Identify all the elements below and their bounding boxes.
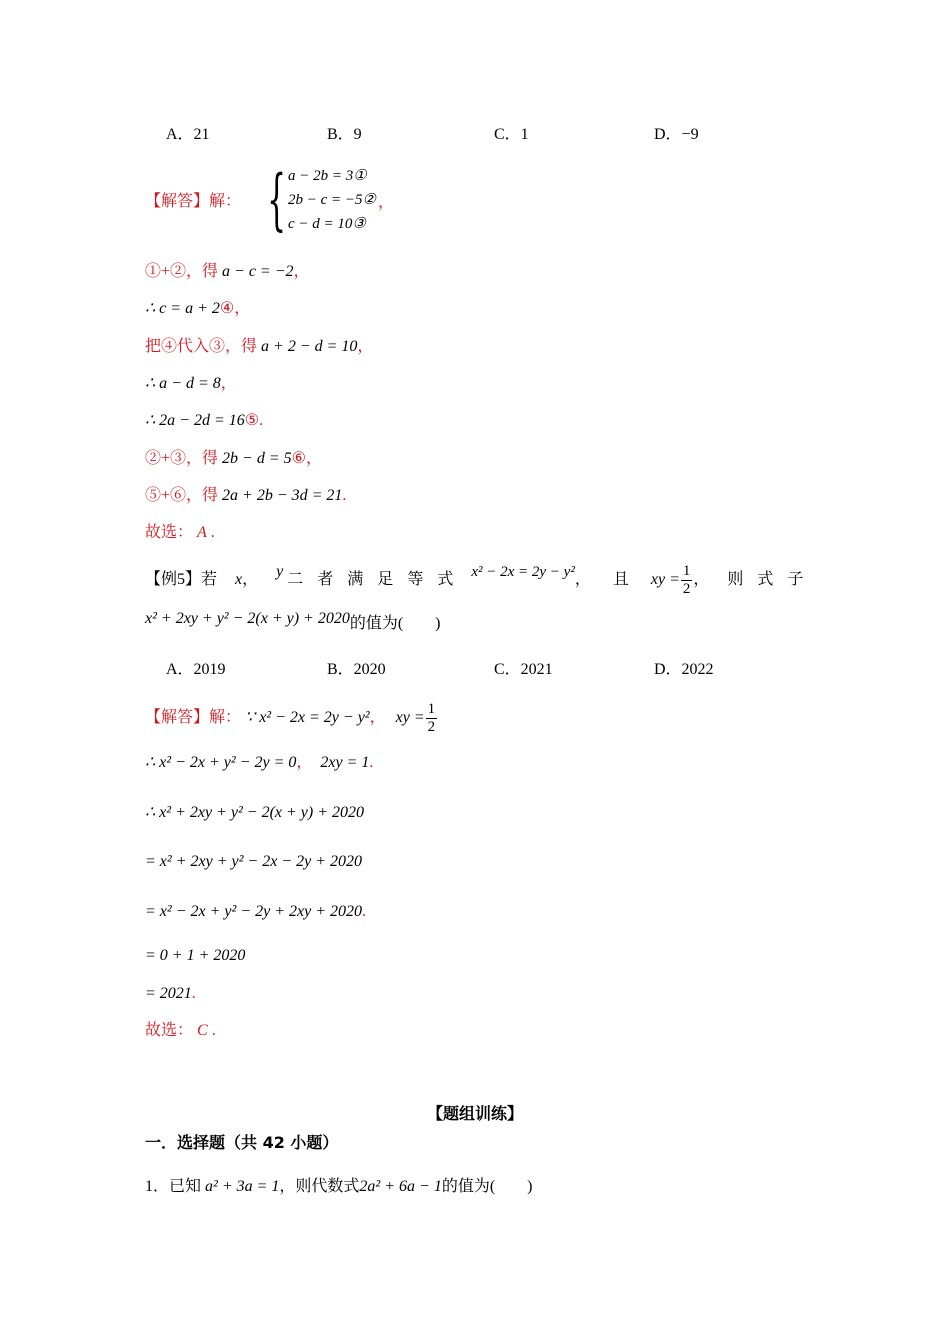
- step-text: ①+②，得: [145, 263, 219, 280]
- sol5-line-2: [145, 753, 373, 773]
- sol5-line-4: = x² + 2xy + y² − 2x − 2y + 2020: [145, 853, 362, 870]
- word: 则: [727, 571, 744, 589]
- step-math: ∴ c = a + 2: [145, 300, 220, 317]
- sol5-line-6: = 0 + 1 + 2020: [145, 947, 246, 964]
- step-punct: ，: [220, 375, 237, 392]
- fraction-numerator: 1: [682, 563, 691, 579]
- given-equation: x² − 2x = 2y − y²: [471, 564, 575, 581]
- answer-value: C: [197, 1022, 208, 1039]
- step-punct: .: [361, 903, 366, 920]
- xy-label: xy =: [395, 709, 425, 727]
- word: 子: [787, 571, 804, 589]
- var-x: x: [235, 571, 243, 589]
- spaced-words: [287, 571, 471, 588]
- word: 等: [407, 571, 424, 589]
- example-5-line-1: [145, 563, 817, 598]
- step-text: ⑤+⑥，得: [145, 487, 219, 504]
- word-qie: 且: [612, 571, 629, 589]
- given-equation: a² + 3a = 1: [205, 1178, 280, 1195]
- q4-option-b: B．9: [327, 126, 362, 143]
- q4-option-c: C．1: [494, 126, 529, 143]
- q5-option-d: D．2022: [654, 661, 714, 678]
- sol4-step-4: [145, 374, 237, 394]
- target-expression: x² + 2xy + y² − 2(x + y) + 2020: [145, 610, 350, 627]
- brace-glyph: {: [267, 161, 286, 238]
- answer-punct: .: [210, 524, 215, 541]
- sol4-step-5: [145, 411, 263, 431]
- fraction-half: [681, 563, 693, 598]
- sol4-step-3: [145, 337, 373, 357]
- system-comma: ，: [377, 193, 394, 211]
- step-math: = x² − 2x + y² − 2y + 2xy + 2020: [145, 903, 362, 920]
- example-5-line-2: [145, 610, 441, 634]
- sol5-line-5: [145, 902, 366, 922]
- step-punct: ，: [296, 754, 313, 771]
- target-expression: 2a² + 6a − 1: [359, 1178, 442, 1195]
- step-math: ∴ a − d = 8: [145, 375, 221, 392]
- comma: ，: [574, 571, 591, 589]
- step-math: a + 2 − d = 10: [261, 338, 358, 355]
- answer-punct: .: [211, 1022, 216, 1039]
- q5-option-a: A．2019: [166, 661, 226, 678]
- fraction-denominator: 2: [682, 581, 691, 597]
- question-prefix: 1．已知: [145, 1178, 202, 1195]
- step-punct: ⑥，: [291, 450, 322, 467]
- q5-option-b: B．2020: [327, 661, 386, 678]
- word: 满: [347, 571, 364, 589]
- equation-system: [244, 161, 394, 238]
- sol4-step-6: [145, 449, 322, 469]
- step-text: ②+③，得: [145, 450, 219, 467]
- question-tail: 的值为( ): [349, 615, 441, 632]
- step-punct: ，: [357, 338, 374, 355]
- step-math: ∴ 2a − 2d = 16: [145, 412, 245, 429]
- q4-option-d: D．−9: [654, 126, 699, 143]
- system-eq-3: c − d = 10③: [288, 216, 366, 232]
- fraction-numerator: 1: [427, 701, 436, 717]
- step-math: a − c = −2: [222, 263, 294, 280]
- step-math: 2xy = 1: [320, 754, 370, 771]
- example-label: 【例5】若: [145, 571, 218, 589]
- word: 者: [317, 571, 334, 589]
- step-math: ∵ x² − 2x = 2y − y²: [245, 709, 370, 727]
- sol5-answer: [145, 1021, 216, 1041]
- step-text: 把④代入③，得: [145, 338, 258, 355]
- section-title: 【题组训练】: [426, 1104, 523, 1123]
- solution-label: 【解答】解：: [145, 709, 242, 727]
- fraction-half: [426, 701, 438, 736]
- step-punct: .: [369, 754, 374, 771]
- sol5-line-1: [145, 701, 438, 736]
- sol4-answer: [145, 523, 215, 543]
- question-1: [145, 1177, 532, 1197]
- sol4-step-1: [145, 262, 310, 282]
- step-math: = 2021: [145, 985, 192, 1002]
- system-eq-1: a − 2b = 3①: [288, 168, 367, 184]
- sol5-line-7: [145, 984, 196, 1004]
- step-punct: ⑤.: [244, 412, 264, 429]
- question-mid: ，则代数式: [279, 1178, 360, 1195]
- comma: ，: [242, 571, 259, 589]
- q5-option-c: C．2021: [494, 661, 553, 678]
- answer-label: 故选：: [145, 1022, 194, 1039]
- question-tail: 的值为( ): [441, 1178, 533, 1195]
- step-punct: ，: [369, 709, 386, 727]
- xy-label: xy =: [650, 571, 680, 589]
- q4-option-a: A．21: [166, 126, 210, 143]
- spaced-words-2: [727, 571, 817, 588]
- step-punct: ④，: [219, 300, 251, 317]
- comma: ，: [693, 571, 710, 589]
- answer-value: A: [197, 524, 207, 541]
- step-punct: .: [342, 487, 347, 504]
- system-eq-2: 2b − c = −5②: [288, 192, 376, 208]
- sol5-line-3: ∴ x² + 2xy + y² − 2(x + y) + 2020: [145, 804, 365, 821]
- word: 式: [437, 571, 454, 589]
- subsection-title: 一．选择题（共 42 小题）: [145, 1133, 339, 1152]
- step-math: 2a + 2b − 3d = 21: [222, 487, 343, 504]
- step-punct: .: [191, 985, 196, 1002]
- fraction-denominator: 2: [427, 719, 436, 735]
- step-punct: ，: [293, 263, 310, 280]
- step-math: ∴ x² − 2x + y² − 2y = 0: [145, 754, 297, 771]
- solution-label: 【解答】解：: [145, 193, 242, 210]
- var-y: y: [276, 563, 284, 581]
- step-math: 2b − d = 5: [222, 450, 292, 467]
- sol4-step-2: [145, 299, 250, 319]
- sol4-step-7: [145, 486, 346, 506]
- answer-label: 故选：: [145, 524, 194, 541]
- word: 足: [377, 571, 394, 589]
- word: 式: [757, 571, 774, 589]
- word: 二: [287, 571, 304, 589]
